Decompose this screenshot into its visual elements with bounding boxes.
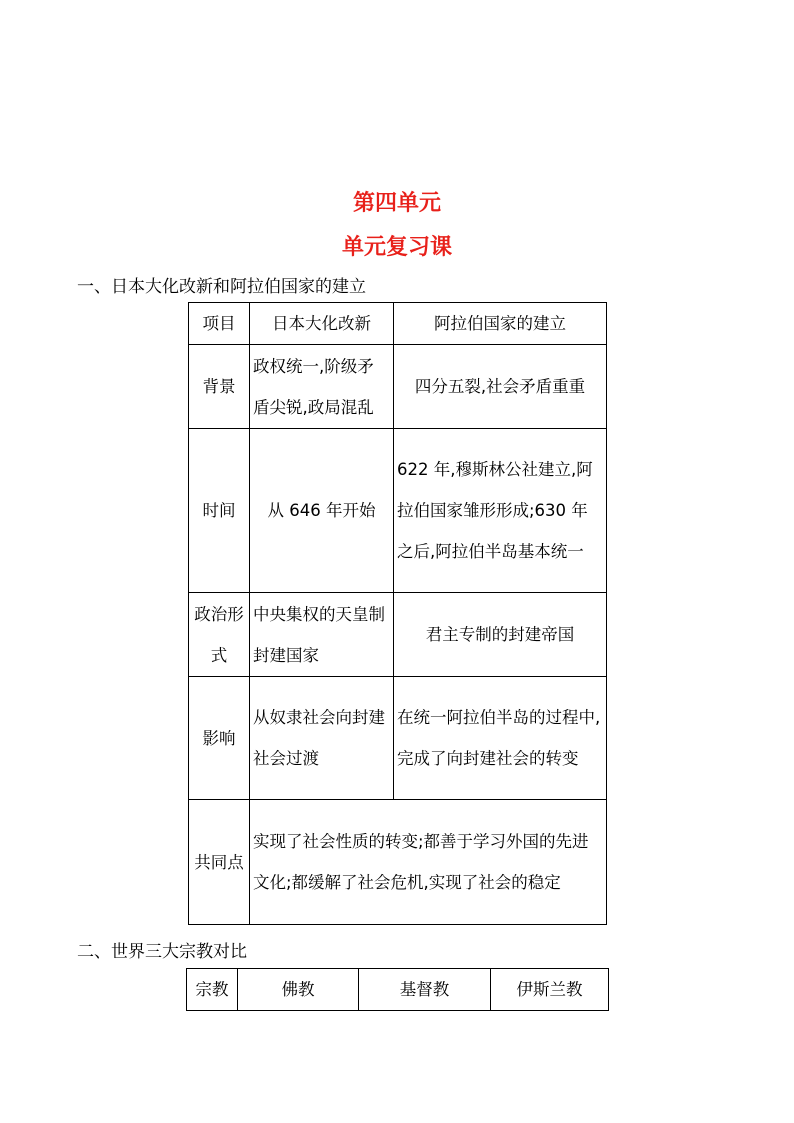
unit-title: 第四单元 bbox=[352, 191, 441, 216]
arab-cell: 622 年,穆斯林公社建立,阿拉伯国家雏形形成;630 年之后,阿拉伯半岛基本统一 bbox=[394, 429, 607, 593]
table-row bbox=[189, 677, 607, 800]
japan-cell: 政权统一,阶级矛盾尖锐,政局混乱 bbox=[250, 345, 394, 429]
common-points-cell: 实现了社会性质的转变;都善于学习外国的先进文化;都缓解了社会危机,实现了社会的稳定 bbox=[250, 800, 607, 925]
table-row bbox=[189, 800, 607, 925]
section2-heading: 二、世界三大宗教对比 bbox=[77, 942, 247, 962]
header-cell: 宗教 bbox=[187, 969, 238, 1011]
header-cell: 阿拉伯国家的建立 bbox=[394, 303, 607, 345]
table-header-row bbox=[187, 969, 609, 1011]
table-row bbox=[189, 593, 607, 677]
japan-cell: 从奴隶社会向封建社会过渡 bbox=[250, 677, 394, 800]
japan-cell: 从 646 年开始 bbox=[250, 429, 394, 593]
row-label: 时间 bbox=[189, 429, 250, 593]
header-cell: 日本大化改新 bbox=[250, 303, 394, 345]
lesson-title: 单元复习课 bbox=[341, 235, 452, 260]
table-row bbox=[189, 429, 607, 593]
religion-comparison-table bbox=[186, 968, 609, 1011]
table-header-row bbox=[189, 303, 607, 345]
row-label: 政治形式 bbox=[189, 593, 250, 677]
header-cell: 佛教 bbox=[238, 969, 359, 1011]
arab-cell: 四分五裂,社会矛盾重重 bbox=[394, 345, 607, 429]
arab-cell: 在统一阿拉伯半岛的过程中,完成了向封建社会的转变 bbox=[394, 677, 607, 800]
table-row bbox=[189, 345, 607, 429]
row-label: 背景 bbox=[189, 345, 250, 429]
row-label: 影响 bbox=[189, 677, 250, 800]
header-cell: 基督教 bbox=[359, 969, 491, 1011]
header-cell: 项目 bbox=[189, 303, 250, 345]
section1-heading: 一、日本大化改新和阿拉伯国家的建立 bbox=[77, 277, 366, 297]
arab-cell: 君主专制的封建帝国 bbox=[394, 593, 607, 677]
header-cell: 伊斯兰教 bbox=[491, 969, 609, 1011]
comparison-table-japan-arab bbox=[188, 302, 607, 925]
japan-cell: 中央集权的天皇制封建国家 bbox=[250, 593, 394, 677]
row-label: 共同点 bbox=[189, 800, 250, 925]
